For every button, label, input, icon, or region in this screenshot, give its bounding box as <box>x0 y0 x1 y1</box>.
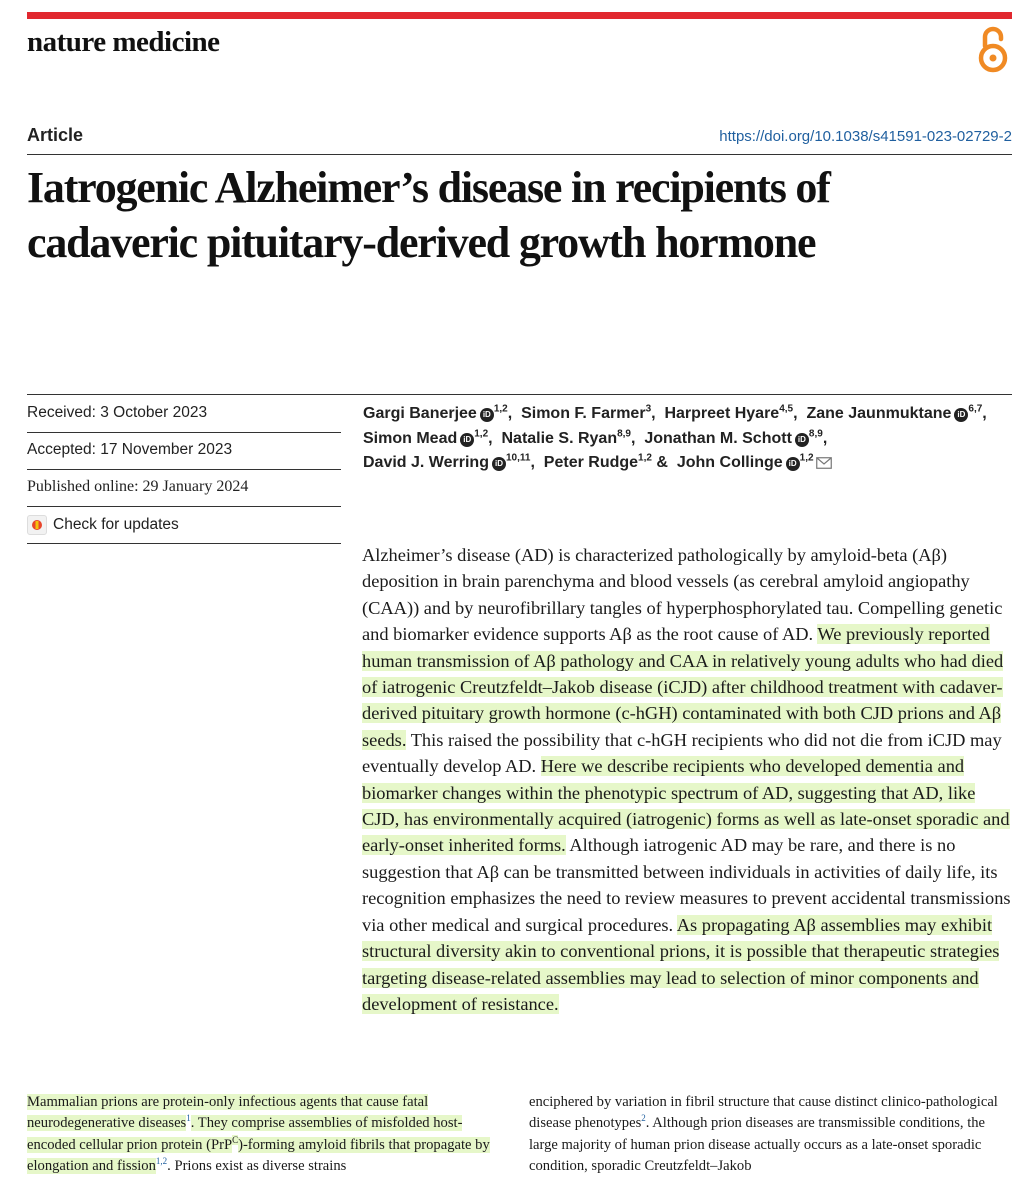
author-separator: , <box>982 405 992 422</box>
body-column-left <box>27 1092 511 1178</box>
orcid-icon[interactable]: iD <box>460 433 474 447</box>
author-name[interactable]: Simon Mead <box>363 429 458 447</box>
author-separator: & <box>651 454 673 471</box>
journal-logo[interactable]: nature medicine <box>27 26 220 58</box>
author-name[interactable]: Jonathan M. Schott <box>644 429 792 447</box>
published-date: Published online: 29 January 2024 <box>27 478 249 495</box>
author-name[interactable]: Natalie S. Ryan <box>501 429 618 447</box>
body-sentence: . Although prion diseases are transmissible conditions, the large majority of human prion disease actually occurs as a late-onset sporadic condition, sporadic Creutzfeldt–Jakob <box>529 1115 986 1175</box>
author-separator: , <box>631 429 640 447</box>
meta-bottom-divider <box>27 543 341 544</box>
received-date: Received: 3 October 2023 <box>27 404 208 421</box>
author-name[interactable]: David J. Werring <box>363 454 489 471</box>
author-item <box>521 405 660 422</box>
author-item <box>363 430 497 447</box>
author-item <box>363 454 539 471</box>
article-title: Iatrogenic Alzheimer’s disease in recipients of cadaveric pituitary-derived growth hormone <box>27 163 830 267</box>
author-list <box>363 402 1003 476</box>
body-column-right <box>529 1092 1013 1178</box>
orcid-icon[interactable]: iD <box>786 457 800 471</box>
author-name[interactable]: Peter Rudge <box>543 454 639 471</box>
affiliation-superscript[interactable]: 6,7 <box>968 403 983 415</box>
author-item <box>664 405 802 422</box>
body-highlight: )-forming amyloid fibrils that propagate by elongation and fission <box>27 1136 490 1175</box>
affiliation-superscript[interactable]: 1,2 <box>799 452 814 464</box>
email-icon[interactable] <box>816 457 832 469</box>
affiliation-superscript[interactable]: 1,2 <box>474 428 489 440</box>
affiliation-superscript[interactable]: 8,9 <box>808 428 823 440</box>
author-item <box>501 430 639 447</box>
affiliation-superscript[interactable]: 8,9 <box>617 428 631 440</box>
orcid-icon[interactable]: iD <box>954 408 968 422</box>
author-separator: , <box>793 405 802 422</box>
author-item <box>644 430 831 447</box>
author-name[interactable]: Zane Jaunmuktane <box>806 405 952 422</box>
author-separator: , <box>488 429 498 447</box>
author-name[interactable]: John Collinge <box>676 454 783 471</box>
meta-divider <box>27 506 341 507</box>
author-separator: , <box>651 405 661 422</box>
reference-link[interactable]: 2 <box>641 1113 646 1124</box>
check-for-updates-button[interactable] <box>27 515 179 535</box>
meta-top-divider <box>27 394 1012 395</box>
body-sentence: . Prions exist as diverse strains <box>167 1158 347 1175</box>
abstract-sentence: Although iatrogenic AD may be rare, and there is no suggestion that Aβ can be transmitted between individuals in activities of daily life, its recognition emphasizes the need to review measures to prevent accidental transmissions via other medical and surgical procedures. <box>362 835 1011 935</box>
abstract-sentence: This raised the possibility that c-hGH recipients who did not die from iCJD may eventually develop AD. <box>362 729 1002 777</box>
article-type-label: Article <box>27 125 84 145</box>
author-item <box>363 405 517 422</box>
abstract-highlight: Here we describe recipients who developed dementia and biomarker changes within the phenotypic spectrum of AD, suggesting that AD, like CJD, has environmentally acquired (iatrogenic) forms as well as late-onset sporadic and early-onset inherited forms. <box>362 756 1010 856</box>
abstract-highlight: We previously reported human transmission of Aβ pathology and CAA in relatively young adults who had died of iatrogenic Creutzfeldt–Jakob disease (iCJD) after childhood treatment with cadaver-derived pituitary growth hormone (c-hGH) contaminated with both CJD prions and Aβ seeds. <box>362 624 1004 750</box>
reference-link[interactable]: 1,2 <box>155 1156 168 1167</box>
affiliation-superscript[interactable]: 1,2 <box>638 452 652 464</box>
author-name[interactable]: Gargi Banerjee <box>363 405 477 422</box>
meta-divider <box>27 432 341 433</box>
author-name[interactable]: Simon F. Farmer <box>521 405 646 422</box>
abstract-sentence: Alzheimer’s disease (AD) is characterized pathologically by amyloid-beta (Aβ) deposition in brain parenchyma and blood vessels (as cerebral amyloid angiopathy (CAA)) and by neurofibrillary tangles of hyperphosphorylated tau. Compelling genetic and biomarker evidence supports Aβ as the root cause of AD. <box>362 545 1003 645</box>
affiliation-superscript[interactable]: 1,2 <box>493 403 508 415</box>
author-item <box>544 454 673 471</box>
abstract <box>362 542 1017 1017</box>
orcid-icon[interactable]: iD <box>492 457 506 471</box>
author-separator: , <box>507 405 517 422</box>
orcid-icon[interactable]: iD <box>480 408 494 422</box>
check-for-updates-label: Check for updates <box>53 516 179 533</box>
author-item <box>677 454 832 471</box>
abstract-highlight: As propagating Aβ assemblies may exhibit structural diversity akin to conventional prions, it is possible that therapeutic strategies targeting disease-related assemblies may lead to selection of minor components and development of resistance. <box>362 914 1000 1014</box>
crossmark-icon <box>27 515 47 535</box>
author-separator: , <box>822 429 832 447</box>
body-sentence: enciphered by variation in fibril structure that cause distinct clinico-pathological disease phenotypes <box>529 1094 998 1132</box>
journal-accent-bar <box>27 12 1012 19</box>
meta-divider <box>27 469 341 470</box>
affiliation-superscript[interactable]: 10,11 <box>505 452 531 464</box>
header-divider <box>27 154 1012 155</box>
author-separator: , <box>530 454 540 471</box>
body-highlight: Mammalian prions are protein-only infectious agents that cause fatal neurodegenerative diseases <box>27 1094 429 1132</box>
superscript-c: C <box>232 1134 239 1145</box>
orcid-icon[interactable]: iD <box>795 433 809 447</box>
body-highlight: . They comprise assemblies of misfolded host-encoded cellular prion protein (PrP <box>27 1115 463 1153</box>
affiliation-superscript[interactable]: 3 <box>645 403 652 415</box>
author-item <box>806 405 991 422</box>
doi-link[interactable]: https://doi.org/10.1038/s41591-023-02729-2 <box>719 128 1012 145</box>
reference-link[interactable]: 1 <box>186 1113 191 1124</box>
open-access-icon <box>976 24 1010 74</box>
author-name[interactable]: Harpreet Hyare <box>664 405 780 422</box>
affiliation-superscript[interactable]: 4,5 <box>779 403 794 415</box>
accepted-date: Accepted: 17 November 2023 <box>27 441 233 458</box>
